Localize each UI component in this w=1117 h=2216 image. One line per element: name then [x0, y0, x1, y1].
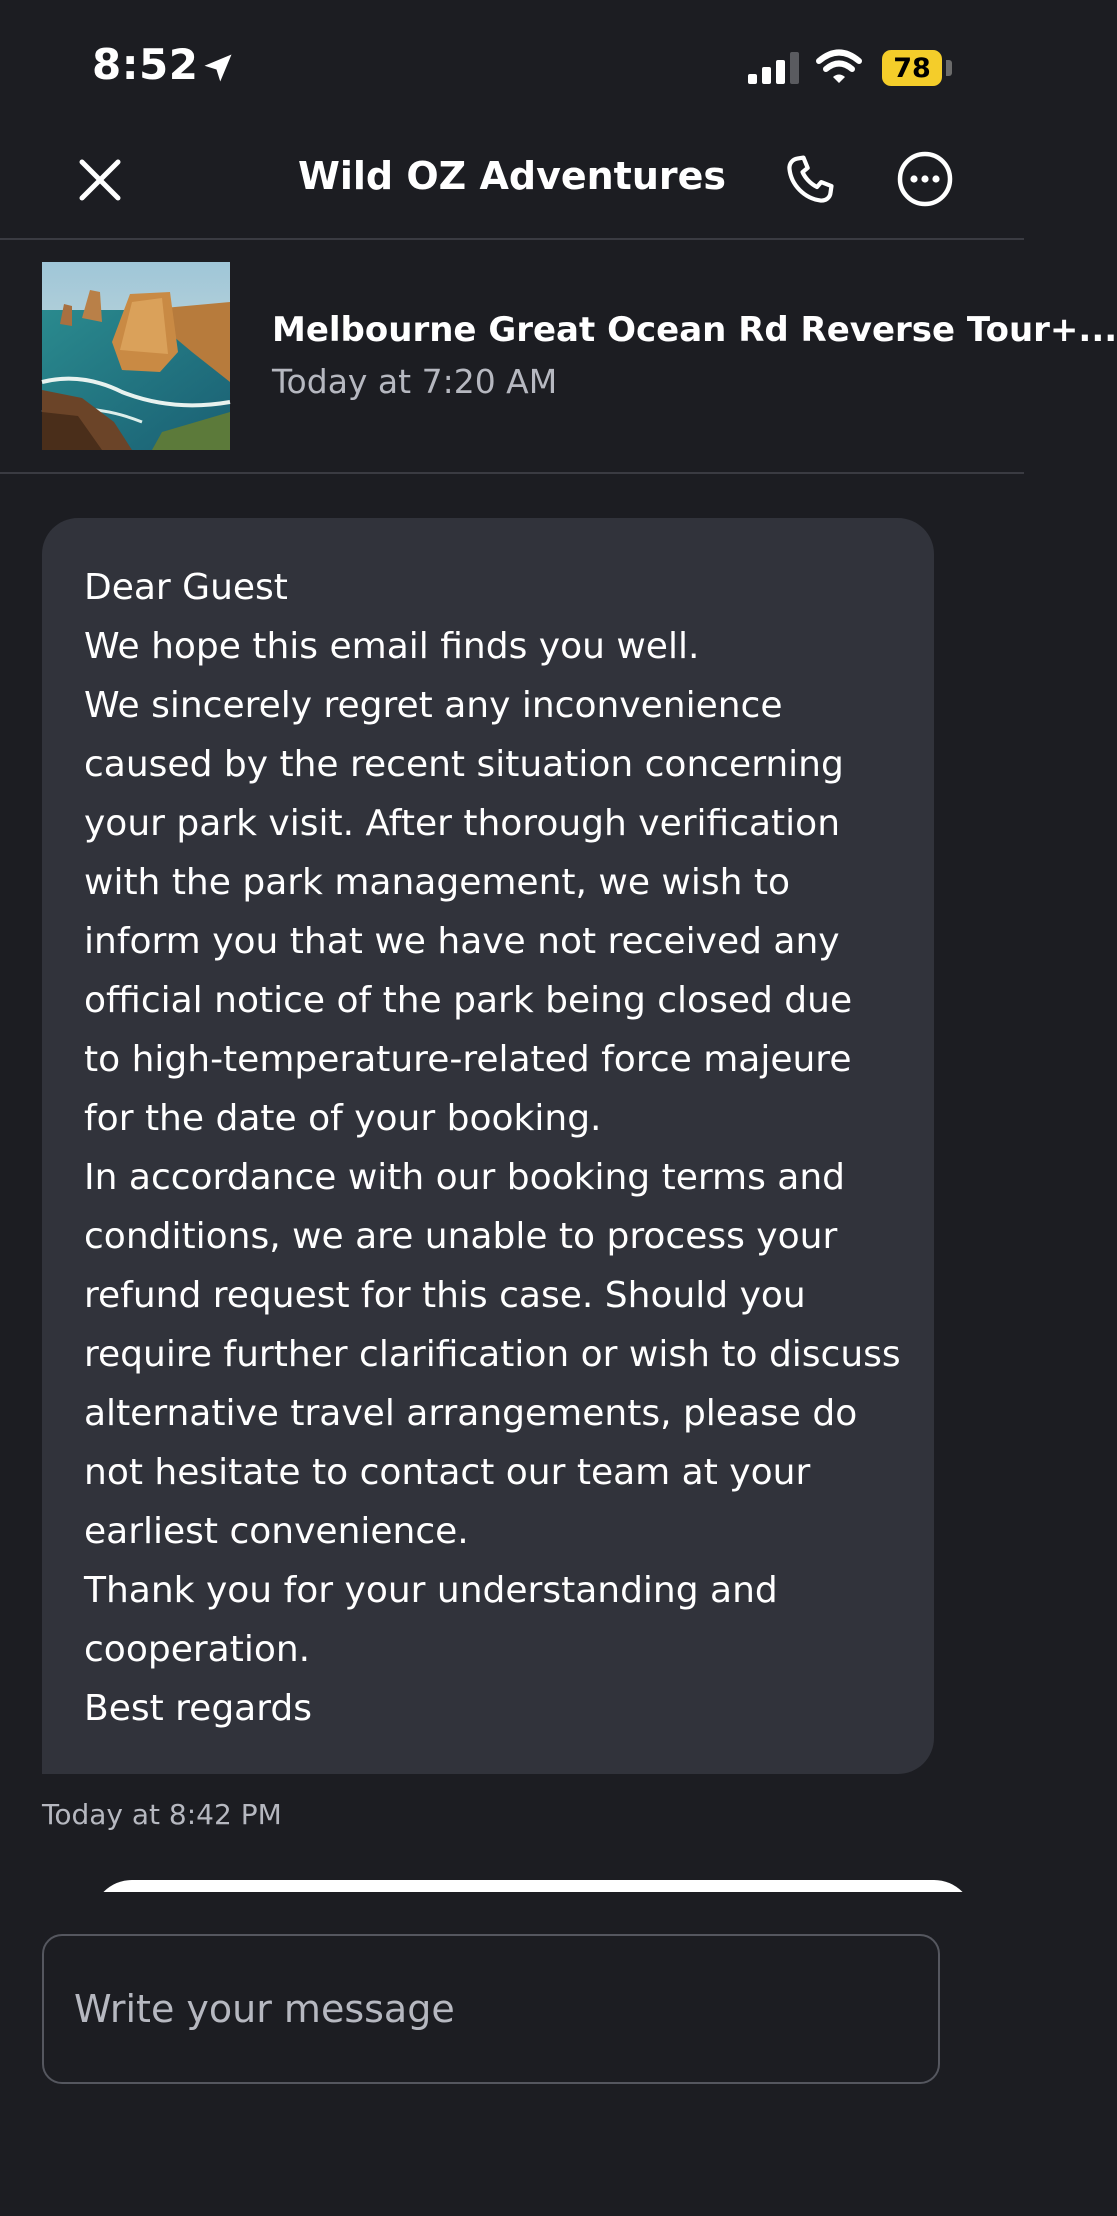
message-line: alternative travel arrangements, please do [84, 1393, 858, 1434]
message-line: Dear Guest [84, 567, 288, 608]
phone-icon[interactable] [782, 152, 838, 208]
message-input[interactable] [74, 1987, 938, 2031]
message-line: Best regards [84, 1688, 313, 1729]
message-bubble [42, 518, 934, 1774]
message-line: conditions, we are unable to process your [84, 1216, 838, 1257]
wifi-icon [816, 48, 862, 86]
message-line: refund request for this case. Should you [84, 1275, 806, 1316]
chat-header [0, 130, 1024, 240]
message-line: cooperation. [84, 1629, 311, 1670]
message-line: Thank you for your understanding and [84, 1570, 778, 1611]
message-line: with the park management, we wish to [84, 862, 791, 903]
more-icon[interactable] [896, 150, 954, 208]
booking-title: Melbourne Great Ocean Rd Reverse Tour+... [272, 310, 1117, 350]
booking-timestamp: Today at 7:20 AM [272, 362, 558, 401]
tour-thumbnail [42, 262, 230, 450]
location-arrow-icon [200, 50, 236, 86]
message-timestamp: Today at 8:42 PM [42, 1798, 282, 1831]
battery-tip [946, 60, 952, 76]
status-time: 8:52 [92, 40, 199, 89]
message-line: official notice of the park being closed due [84, 980, 853, 1021]
status-bar [0, 0, 1024, 130]
battery-indicator [882, 50, 942, 86]
message-line: earliest convenience. [84, 1511, 469, 1552]
message-line: to high-temperature-related force majeure [84, 1039, 852, 1080]
message-line: We hope this email finds you well. [84, 626, 700, 667]
message-line: We sincerely regret any inconvenience [84, 685, 783, 726]
cellular-signal-icon [746, 52, 802, 84]
battery-level: 78 [893, 52, 931, 84]
page-title: Wild OZ Adventures [297, 154, 727, 198]
message-line: not hesitate to contact our team at your [84, 1452, 811, 1493]
message-line: In accordance with our booking terms and [84, 1157, 846, 1198]
message-line: caused by the recent situation concerning [84, 744, 844, 785]
booking-summary[interactable] [0, 242, 1117, 474]
message-line: for the date of your booking. [84, 1098, 602, 1139]
message-line: your park visit. After thorough verification [84, 803, 841, 844]
message-composer[interactable] [42, 1934, 940, 2084]
message-line: inform you that we have not received any [84, 921, 840, 962]
message-line: require further clarification or wish to discuss [84, 1334, 901, 1375]
